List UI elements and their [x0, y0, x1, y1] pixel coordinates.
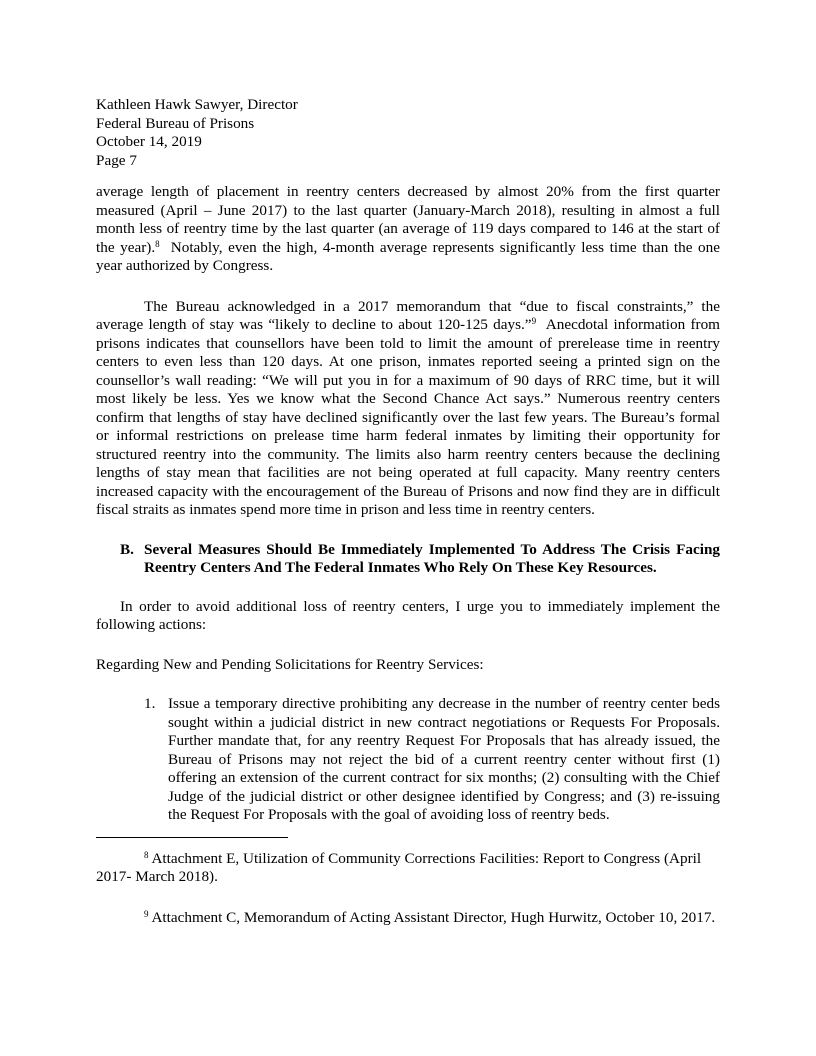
list-item-1: [96, 695, 720, 825]
paragraph-text-tail: Anecdotal information from prisons indicates that counsellors have been told to limit the amount of prerelease time in reentry centers to even less than 120 days. At one prison, inmates reported seeing a printed sign on the counsellor’s wall reading: “We will put you in for a maximum of 90 days of RRC time, but it will most likely be less. Yes we know what the Second Chance Act says.” Numerous reentry centers confirm that lengths of stay have declined significantly over the last few years. The Bureau’s formal or informal restrictions on prelease time harm federal inmates by limiting their opportunity for structured reentry into the community. The limits also harm reentry centers because the declining lengths of stay mean that facilities are not being operated at full capacity. Many reentry centers increased capacity with the encouragement of the Bureau of Prisons and now find they are in difficult fiscal straits as inmates spend more time in prison and less time in reentry centers.: [96, 316, 724, 518]
footnote-text: Attachment C, Memorandum of Acting Assistant Director, Hugh Hurwitz, October 10, 2017.: [148, 908, 716, 926]
footnote-ref-9: 9: [531, 316, 537, 326]
body-paragraph-3: In order to avoid additional loss of reentry centers, I urge you to immediately implement the following actions:: [96, 597, 720, 633]
footnote-number: 9: [144, 908, 149, 919]
recipient-organization: Federal Bureau of Prisons: [96, 114, 255, 132]
footnote-number: 8: [144, 849, 149, 860]
body-paragraph-1: [96, 183, 724, 276]
footnote-divider: [96, 837, 288, 838]
letter-date: October 14, 2019: [96, 133, 202, 150]
section-label: B.: [120, 540, 134, 558]
list-text: Issue a temporary directive prohibiting any decrease in the number of reentry center beds sought within a judicial district in new contract negotiations or Requests For Proposals. Further mandate that, for any reentry Request For Proposals that has already issued, the Bureau of Prisons may not reject the bid of a current reentry center without first (1) offering an extension of the current contract for six months; (2) consulting with the Chief Judge of the judicial district or other designee identified by Congress; and (3) re-issuing the Request For Proposals with the goal of avoiding loss of reentry beds.: [168, 695, 720, 823]
body-paragraph-2: [96, 297, 724, 520]
section-title: Several Measures Should Be Immediately Implemented To Address The Crisis Facing Reentry Centers And The Federal Inmates Who Rely On These Key Resources.: [144, 540, 720, 576]
recipient-name: Kathleen Hawk Sawyer, Director: [96, 96, 298, 113]
subsection-label: Regarding New and Pending Solicitations for Reentry Services:: [96, 655, 484, 673]
page-number: Page 7: [96, 151, 137, 169]
section-heading-b: [96, 541, 720, 578]
footnote-text: Attachment E, Utilization of Community Corrections Facilities: Report to Congress (April 2017- March 2018).: [96, 849, 705, 885]
paragraph-text: The Bureau acknowledged in a 2017 memorandum that “due to fiscal constraints,” the average length of stay was “likely to decline to about 120-125 days.”: [96, 297, 720, 333]
footnote-ref-8: 8: [155, 238, 160, 249]
paragraph-text: average length of placement in reentry centers decreased by almost 20% from the first quarter measured (April – June 2017) to the last quarter (January-March 2018), resulting in almost a full month less of reentry time by the last quarter (an average of 119 days compared to 146 at the start of the year).: [96, 183, 720, 256]
letter-header: [96, 96, 720, 170]
letter-page: [96, 96, 724, 927]
footnote-9: [96, 909, 720, 928]
list-number: 1.: [144, 695, 156, 712]
paragraph-text-tail: Notably, even the high, 4-month average represents significantly less time than the one year authorized by Congress.: [96, 238, 724, 274]
footnote-8: [96, 850, 720, 887]
